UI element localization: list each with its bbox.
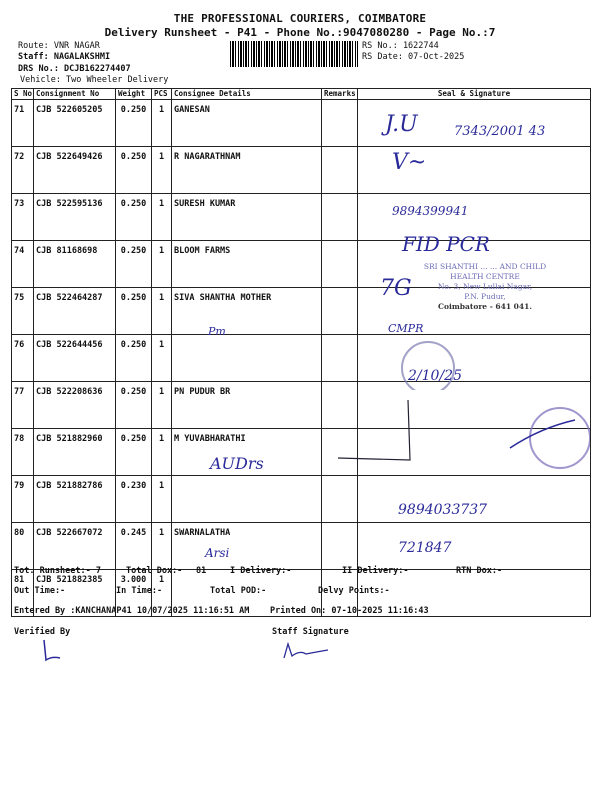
drs-label: DRS No.: DCJB162274407	[18, 64, 131, 74]
row-remarks	[322, 194, 358, 241]
row-consignee: M YUVABHARATHI	[172, 429, 322, 476]
row-consignee: SWARNALATHA	[172, 523, 322, 570]
row-weight: 0.250	[116, 335, 152, 382]
row-consignment: CJB 521882786	[34, 476, 116, 523]
staff-signature: Staff Signature	[272, 627, 349, 637]
stamp-line-1: SRI SHANTHI ... ... AND CHILD	[423, 262, 547, 271]
runsheet-table	[11, 88, 591, 617]
row-consignment: CJB 522464287	[34, 288, 116, 335]
total-dox-value: 81	[196, 566, 207, 576]
entered-by: Entered By :KANCHANAP41 10/07/2025 11:16:51 AM	[14, 606, 250, 616]
row-weight: 0.250	[116, 288, 152, 335]
stamp-line-2: HEALTH CENTRE	[450, 272, 520, 281]
handwriting-row-76a: Pm	[208, 325, 226, 338]
row-consignee: PN PUDUR BR	[172, 382, 322, 429]
row-weight: 3.000	[116, 570, 152, 617]
row-consignee: R NAGARATHNAM	[172, 147, 322, 194]
col-pcs: PCS	[152, 89, 172, 100]
in-time: In Time:-	[116, 586, 163, 596]
printed-on: Printed On: 07-10-2025 11:16:43	[270, 606, 429, 616]
row-pcs: 1	[152, 100, 172, 147]
row-remarks	[322, 288, 358, 335]
row-pcs: 1	[152, 147, 172, 194]
row-weight: 0.250	[116, 241, 152, 288]
row-remarks	[322, 241, 358, 288]
route-label: Route: VNR NAGAR	[18, 41, 100, 51]
row-consignment: CJB 521882960	[34, 429, 116, 476]
row-pcs: 1	[152, 476, 172, 523]
row-sno: 81	[12, 570, 34, 617]
row-consignee: SURESH KUMAR	[172, 194, 322, 241]
row-pcs: 1	[152, 523, 172, 570]
row-pcs: 1	[152, 335, 172, 382]
row-remarks	[322, 335, 358, 382]
row-remarks	[322, 147, 358, 194]
row-sno: 78	[12, 429, 34, 476]
runsheet-subtitle: Delivery Runsheet - P41 - Phone No.:9047080280 - Page No.:7	[104, 26, 496, 39]
table-header-row	[12, 89, 591, 100]
row-consignee: BLOOM FARMS	[172, 241, 322, 288]
rtn-dox: RTN Dox:-	[456, 566, 503, 576]
staff-signature-mark	[280, 640, 340, 664]
stamp-line-3: No. 3, New Lullai Nagar,	[437, 282, 533, 291]
row-remarks	[322, 100, 358, 147]
row-remarks	[322, 523, 358, 570]
handwriting-row-81b: Arsi	[205, 546, 230, 560]
row-sno: 74	[12, 241, 34, 288]
row-consignment: CJB 522644456	[34, 335, 116, 382]
row-weight: 0.250	[116, 382, 152, 429]
row-pcs: 1	[152, 194, 172, 241]
verified-by: Verified By	[14, 627, 71, 637]
row-pcs: 1	[152, 382, 172, 429]
row-sno: 79	[12, 476, 34, 523]
col-weight: Weight	[116, 89, 152, 100]
rs-no-label: RS No.: 1622744	[362, 41, 439, 51]
company-title: THE PROFESSIONAL COURIERS, COIMBATORE	[173, 12, 427, 25]
table-row	[12, 335, 591, 382]
signature-75: 7G	[380, 276, 412, 301]
row-consignment: CJB 81168698	[34, 241, 116, 288]
row-weight: 0.250	[116, 147, 152, 194]
out-time: Out Time:-	[14, 586, 66, 596]
row-pcs: 1	[152, 429, 172, 476]
ii-delivery: II Delivery:-	[342, 566, 409, 576]
table-row	[12, 147, 591, 194]
row-sno: 72	[12, 147, 34, 194]
handwriting-row-77: 2/10/25	[408, 368, 462, 384]
vehicle-label: Vehicle: Two Wheeler Delivery	[20, 75, 169, 85]
handwriting-row-71: 7343/2001 43	[454, 124, 546, 139]
signature-71: J.U	[385, 112, 418, 137]
row-consignment: CJB 522605205	[34, 100, 116, 147]
row-weight: 0.250	[116, 194, 152, 241]
row-weight: 0.250	[116, 100, 152, 147]
row-consignee: GANESAN	[172, 100, 322, 147]
total-pod: Total POD:-	[210, 586, 267, 596]
row-weight: 0.245	[116, 523, 152, 570]
barcode	[230, 41, 358, 67]
tot-runsheet: Tot. Runsheet:- 7	[14, 566, 101, 576]
signature-72: V~	[392, 150, 427, 175]
col-sno: S No	[12, 89, 34, 100]
row-consignment: CJB 521882385	[34, 570, 116, 617]
col-consignee: Consignee Details	[172, 89, 322, 100]
handwriting-row-79: AUDrs	[210, 454, 264, 473]
total-dox-label: Total Dox:-	[126, 566, 183, 576]
staff-label: Staff: NAGALAKSHMI	[18, 52, 111, 62]
col-remarks: Remarks	[322, 89, 358, 100]
row-pcs: 1	[152, 288, 172, 335]
row-seal	[358, 523, 591, 570]
row-consignee: SIVA SHANTHA MOTHER	[172, 288, 322, 335]
handwriting-row-80: 9894033737	[398, 502, 488, 518]
scribble-78-79	[330, 398, 590, 488]
row-consignment: CJB 522667072	[34, 523, 116, 570]
table-row	[12, 523, 591, 570]
row-sno: 71	[12, 100, 34, 147]
delvy-points: Delvy Points:-	[318, 586, 390, 596]
row-consignment: CJB 522595136	[34, 194, 116, 241]
verifier-signature	[30, 638, 70, 666]
row-consignee	[172, 335, 322, 382]
row-sno: 76	[12, 335, 34, 382]
i-delivery: I Delivery:-	[230, 566, 292, 576]
stamp-line-5: Coimbatore - 641 041.	[438, 302, 532, 311]
stamp-health-centre	[390, 262, 580, 312]
handwriting-row-81: 721847	[398, 540, 452, 556]
row-consignment: CJB 522649426	[34, 147, 116, 194]
stamp-line-4: P.N. Pudur,	[464, 292, 506, 301]
row-weight: 0.230	[116, 476, 152, 523]
row-weight: 0.250	[116, 429, 152, 476]
row-pcs: 1	[152, 570, 172, 617]
col-seal: Seal & Signature	[358, 89, 591, 100]
row-consignee	[172, 476, 322, 523]
table-row	[12, 194, 591, 241]
row-consignment: CJB 522208636	[34, 382, 116, 429]
row-sno: 73	[12, 194, 34, 241]
row-pcs: 1	[152, 241, 172, 288]
rs-date-label: RS Date: 07-Oct-2025	[362, 52, 465, 62]
row-sno: 80	[12, 523, 34, 570]
table-row	[12, 100, 591, 147]
handwriting-row-74: FID PCR	[402, 232, 490, 256]
handwriting-row-76b: CMPR	[388, 322, 424, 335]
handwriting-row-73: 9894399941	[392, 204, 469, 218]
col-consignment: Consignment No	[34, 89, 116, 100]
row-sno: 77	[12, 382, 34, 429]
row-sno: 75	[12, 288, 34, 335]
